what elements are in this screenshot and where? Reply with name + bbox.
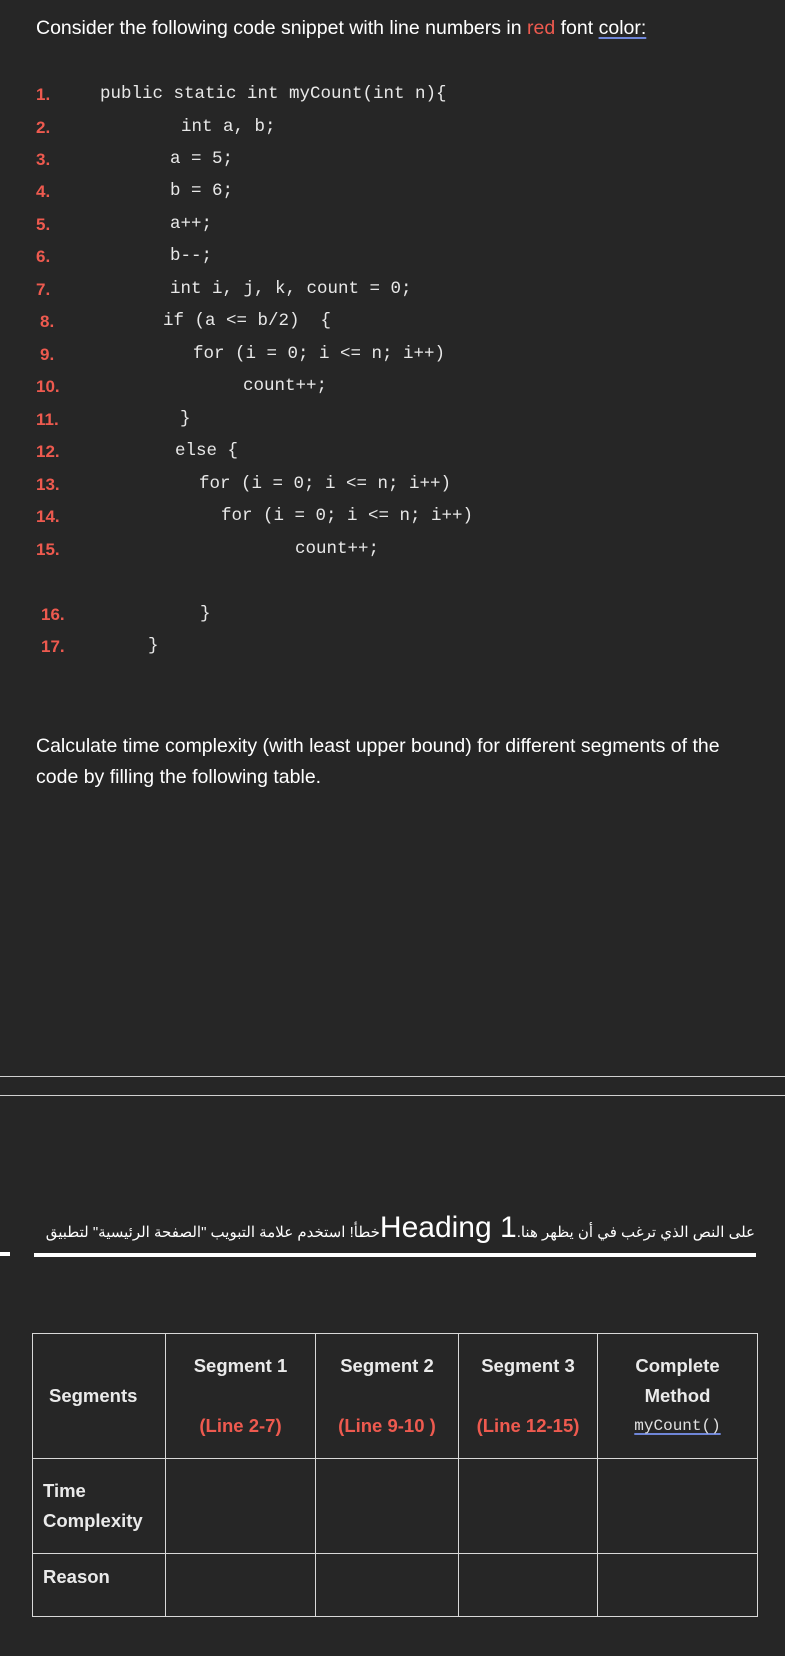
answer-cell[interactable] [316,1554,459,1617]
answer-cell[interactable] [459,1554,598,1617]
line-number: 8. [40,312,55,331]
heading-error-suffix: خطأ! استخدم علامة التبويب "الصفحة الرئيسية" لتطبيق [45,1224,380,1241]
column-title: Segment 2 [340,1355,434,1376]
code-line: for (i = 0; i <= n; i++) [221,506,474,526]
divider-line [0,1095,785,1096]
code-line: for (i = 0; i <= n; i++) [199,474,452,494]
answer-cell[interactable] [166,1459,316,1554]
column-range: (Line 9-10 ) [338,1415,436,1436]
column-method-name: myCount() [634,1417,721,1435]
table-header-cell [166,1334,316,1459]
heading-error-message [45,1211,755,1245]
column-range: (Line 2-7) [199,1415,282,1436]
line-number: 11. [36,410,59,429]
line-number: 3. [36,150,51,169]
code-line: int i, j, k, count = 0; [170,279,412,299]
intro-before: Consider the following code snippet with line numbers in [36,17,528,39]
heading-rule-marker [0,1252,10,1256]
line-number: 12. [36,442,60,461]
line-number: 6. [36,247,51,266]
table-header-cell [598,1334,758,1459]
code-line: public static int myCount(int n){ [100,84,447,104]
row-label: Time Complexity [43,1480,143,1531]
line-number: 5. [36,215,51,234]
line-number: 9. [40,345,55,364]
line-number: 15. [36,540,60,559]
column-range: (Line 12-15) [476,1415,580,1436]
code-line: b = 6; [170,181,234,201]
line-number: 17. [41,637,65,656]
row-label: Reason [43,1566,110,1587]
column-title: Complete Method [635,1355,720,1406]
table-row [33,1459,758,1554]
code-line: count++; [243,376,328,396]
line-number: 10. [36,377,60,396]
heading-error-style-name: Heading 1 [379,1211,517,1244]
code-line: } [180,409,191,429]
segments-label: Segments [49,1385,138,1406]
line-number: 14. [36,507,60,526]
table-header-cell [316,1334,459,1459]
complexity-table [32,1333,758,1617]
code-line: count++; [295,539,380,559]
code-line: a = 5; [170,149,234,169]
instruction-text: Calculate time complexity (with least upper bound) for different segments of the code by filling the following table. [36,735,720,788]
column-title: Segment 1 [193,1355,288,1376]
code-line: for (i = 0; i <= n; i++) [193,344,446,364]
answer-cell[interactable] [598,1554,758,1617]
code-line: b--; [170,246,213,266]
answer-cell[interactable] [316,1459,459,1554]
code-line: else { [175,441,239,461]
answer-cell[interactable] [598,1459,758,1554]
intro-red-word: red [527,17,556,39]
row-label-cell [33,1459,166,1554]
line-number: 2. [36,118,51,137]
code-line: } [148,636,159,656]
row-label-cell [33,1554,166,1617]
intro-after: font [555,17,599,39]
line-number: 16. [41,605,65,624]
table-header-row [33,1334,758,1459]
divider-line [0,1076,785,1077]
code-line: a++; [170,214,213,234]
intro-last-word: color: [598,17,647,39]
code-line: int a, b; [181,117,276,137]
answer-cell[interactable] [459,1459,598,1554]
line-number: 1. [36,85,51,104]
heading-error-prefix: على النص الذي ترغب في أن يظهر هنا. [516,1224,755,1241]
code-line: } [200,604,211,624]
column-title: Segment 3 [481,1355,575,1376]
table-row [33,1554,758,1617]
table-header-cell [459,1334,598,1459]
answer-cell[interactable] [166,1554,316,1617]
table-corner-cell [33,1334,166,1459]
line-number: 4. [36,182,51,201]
line-number: 7. [36,280,51,299]
line-number: 13. [36,475,60,494]
intro-text [36,17,646,40]
code-line: if (a <= b/2) { [163,311,332,331]
heading-rule [34,1253,756,1257]
